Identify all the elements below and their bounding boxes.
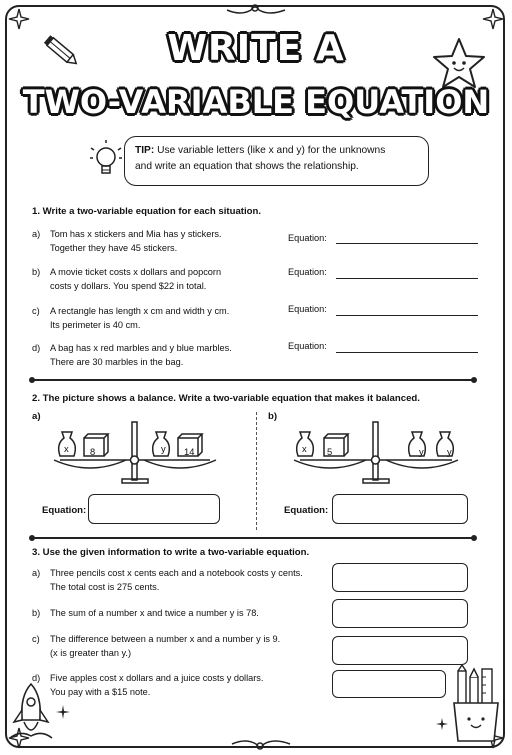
answer-box-d[interactable] bbox=[332, 670, 446, 698]
divider-dot bbox=[471, 535, 477, 541]
section3-item-c bbox=[32, 632, 281, 658]
dashed-divider bbox=[256, 412, 257, 530]
box-label: 5 bbox=[327, 446, 333, 457]
pencil-cup-icon bbox=[448, 665, 504, 745]
tip-line2: and write an equation that shows the relationship. bbox=[135, 161, 359, 172]
item-letter: b) bbox=[32, 267, 41, 277]
item-line1: A movie ticket costs x dollars and popcorn bbox=[50, 267, 222, 277]
item-line1: The sum of a number x and twice a number y is 78. bbox=[50, 608, 259, 618]
equation-label: Equation: bbox=[288, 233, 327, 243]
corner-star-icon bbox=[482, 8, 504, 30]
box-label: 14 bbox=[184, 446, 195, 457]
bag-label: y bbox=[161, 443, 166, 454]
item-letter: d) bbox=[32, 673, 41, 683]
equation-label: Equation: bbox=[288, 304, 327, 314]
balance-a-letter: a) bbox=[32, 411, 41, 422]
item-line2: costs y dollars. You spend $22 in total. bbox=[50, 281, 207, 291]
equation-answer-line-a[interactable] bbox=[336, 243, 478, 244]
item-letter: b) bbox=[32, 608, 41, 618]
box-label: 8 bbox=[90, 446, 96, 457]
section3-heading: 3. Use the given information to write a two-variable equation. bbox=[32, 547, 310, 558]
bag-label: x bbox=[64, 443, 69, 454]
section2-heading: 2. The picture shows a balance. Write a two-variable equation that makes it balanced. bbox=[32, 393, 420, 404]
swirl-decoration-bottom-icon bbox=[230, 734, 292, 754]
balance-scale-b bbox=[290, 418, 462, 484]
answer-box-c[interactable] bbox=[332, 636, 468, 665]
equation-box-a[interactable] bbox=[88, 494, 220, 524]
corner-star-icon bbox=[8, 8, 30, 30]
equation-label: Equation: bbox=[288, 341, 327, 351]
sparkle-icon bbox=[56, 705, 70, 719]
equation-label-b: Equation: bbox=[284, 505, 329, 516]
page-title-line1: WRITE A bbox=[167, 28, 345, 69]
section1-item-b bbox=[32, 265, 222, 291]
bag-label: y bbox=[419, 446, 424, 457]
equation-label: Equation: bbox=[288, 267, 327, 277]
item-line2: Together they have 45 stickers. bbox=[50, 243, 178, 253]
divider-dot bbox=[471, 377, 477, 383]
item-line2: Its perimeter is 40 cm. bbox=[50, 320, 141, 330]
section-divider bbox=[32, 537, 472, 539]
balance-b-letter: b) bbox=[268, 411, 278, 422]
answer-box-a[interactable] bbox=[332, 563, 468, 592]
section1-heading: 1. Write a two-variable equation for each situation. bbox=[32, 206, 262, 217]
item-line1: A bag has x red marbles and y blue marbles. bbox=[50, 343, 232, 353]
section-divider bbox=[32, 379, 472, 381]
item-letter: a) bbox=[32, 568, 41, 578]
balance-scale-a bbox=[50, 418, 220, 484]
rocket-icon bbox=[8, 680, 54, 742]
item-line1: Tom has x stickers and Mia has y stickers. bbox=[50, 229, 222, 239]
tip-box bbox=[124, 136, 429, 186]
item-line1: Five apples cost x dollars and a juice costs y dollars. bbox=[50, 673, 264, 683]
section3-item-a bbox=[32, 566, 303, 592]
item-line1: Three pencils cost x cents each and a notebook costs y cents. bbox=[50, 568, 303, 578]
equation-box-b[interactable] bbox=[332, 494, 468, 524]
bag-label: y bbox=[447, 446, 452, 457]
equation-label-a: Equation: bbox=[42, 505, 87, 516]
tip-line1: Use variable letters (like x and y) for the unknowns bbox=[157, 145, 386, 156]
swirl-decoration-icon bbox=[225, 0, 287, 22]
tip-label: TIP: bbox=[135, 145, 155, 156]
lightbulb-icon bbox=[90, 140, 122, 184]
item-line1: The difference between a number x and a number y is 9. bbox=[50, 634, 281, 644]
item-line2: There are 30 marbles in the bag. bbox=[50, 357, 184, 367]
item-letter: c) bbox=[32, 634, 40, 644]
answer-box-b[interactable] bbox=[332, 599, 468, 628]
equation-answer-line-d[interactable] bbox=[336, 352, 478, 353]
item-letter: d) bbox=[32, 343, 41, 353]
section1-item-d bbox=[32, 341, 232, 367]
sparkle-icon bbox=[436, 718, 448, 730]
item-line2: The total cost is 275 cents. bbox=[50, 582, 160, 592]
item-line2: You pay with a $15 note. bbox=[50, 687, 151, 697]
equation-answer-line-c[interactable] bbox=[336, 315, 478, 316]
section1-item-a bbox=[32, 227, 222, 253]
item-line1: A rectangle has length x cm and width y cm. bbox=[50, 306, 230, 316]
bag-label: x bbox=[302, 443, 307, 454]
item-letter: a) bbox=[32, 229, 41, 239]
section1-item-c bbox=[32, 304, 230, 330]
page-title-line2: TWO-VARIABLE EQUATION bbox=[22, 83, 490, 121]
section3-item-b bbox=[32, 606, 259, 620]
item-letter: c) bbox=[32, 306, 40, 316]
equation-answer-line-b[interactable] bbox=[336, 278, 478, 279]
item-line2: (x is greater than y.) bbox=[50, 648, 132, 658]
